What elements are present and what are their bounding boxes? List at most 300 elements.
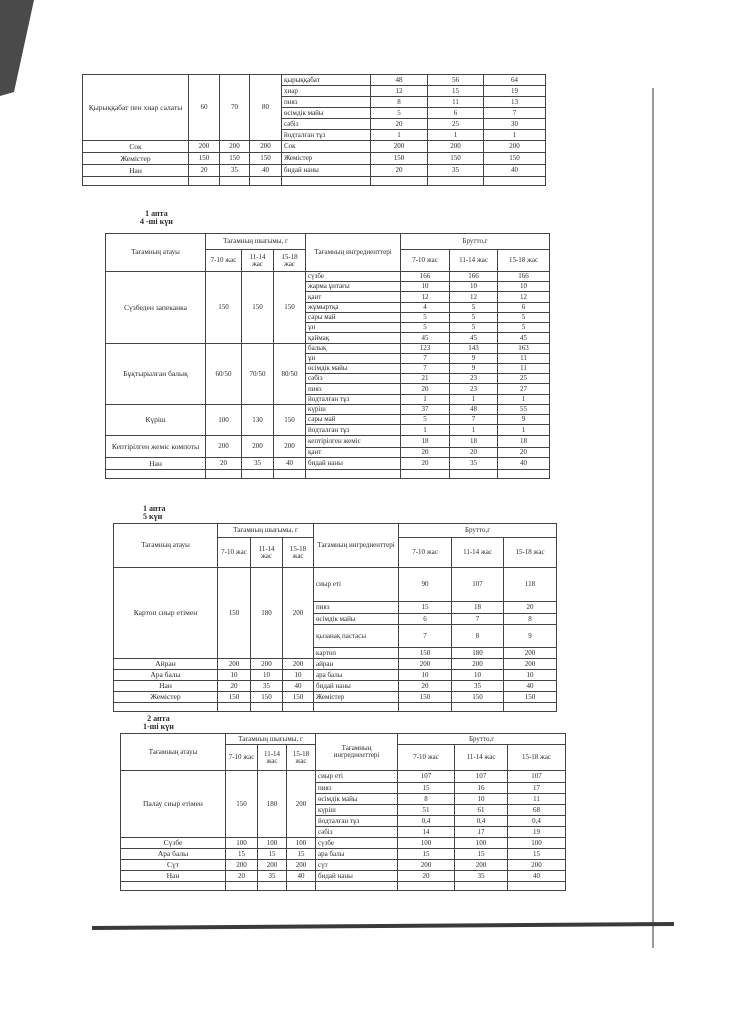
brutto-value: 20: [498, 448, 550, 458]
table-row: [83, 75, 546, 86]
dish-name: Нан: [114, 681, 218, 692]
portion-value: 15: [287, 849, 316, 860]
header-brutto: Брутто,г: [399, 524, 557, 538]
header-age: 7-10 жас: [401, 250, 450, 272]
table-row: [83, 165, 546, 177]
brutto-value: 40: [484, 165, 546, 177]
empty-cell: [504, 703, 557, 712]
portion-value: 80: [250, 75, 282, 141]
dish-name: Нан: [106, 458, 206, 470]
dish-name: Күріш: [106, 405, 206, 436]
ingredient-name: сары май: [306, 415, 401, 425]
portion-value: 200: [287, 771, 316, 838]
empty-cell: [242, 470, 274, 479]
menu-table-block: [105, 233, 549, 479]
brutto-value: 20: [401, 448, 450, 458]
ingredient-name: жұмыртқа: [306, 303, 401, 313]
portion-value: 150: [218, 568, 251, 659]
brutto-value: 18: [401, 436, 450, 448]
ingredient-name: Жемістер: [282, 153, 371, 165]
section-heading: [140, 210, 173, 227]
dish-name: Жемістер: [83, 153, 189, 165]
ingredient-name: хиар: [282, 86, 371, 97]
week-label: 1 апта: [145, 209, 168, 218]
portion-value: 200: [189, 141, 220, 153]
portion-value: 150: [251, 692, 283, 703]
empty-cell: [274, 470, 306, 479]
brutto-value: 1: [498, 395, 550, 405]
table-row: [121, 871, 566, 882]
brutto-value: 14: [398, 827, 455, 838]
brutto-value: 6: [399, 614, 452, 625]
brutto-value: 17: [455, 827, 508, 838]
brutto-value: 64: [484, 75, 546, 86]
ingredient-name: ара балы: [316, 849, 398, 860]
ingredient-name: бидай наны: [306, 458, 401, 470]
header-age: 15-18 жас: [287, 745, 316, 771]
brutto-value: 150: [504, 692, 557, 703]
portion-value: 150: [218, 692, 251, 703]
ingredient-name: жарма ұнтағы: [306, 282, 401, 292]
empty-cell: [316, 882, 398, 891]
portion-value: 150: [220, 153, 250, 165]
brutto-value: 9: [450, 354, 498, 364]
brutto-value: 7: [401, 364, 450, 374]
brutto-value: 150: [428, 153, 484, 165]
portion-value: 60/50: [206, 344, 242, 405]
empty-cell: [484, 177, 546, 186]
ingredient-name: сәбіз: [306, 374, 401, 384]
portion-value: 20: [218, 681, 251, 692]
brutto-value: 10: [498, 282, 550, 292]
brutto-value: 20: [399, 681, 452, 692]
ingredient-name: картоп: [314, 648, 399, 659]
portion-value: 80/50: [274, 344, 306, 405]
brutto-value: 1: [401, 425, 450, 436]
header-age: 7-10 жас: [206, 250, 242, 272]
empty-cell: [226, 882, 258, 891]
brutto-value: 20: [371, 119, 428, 130]
brutto-value: 35: [455, 871, 508, 882]
brutto-value: 163: [498, 344, 550, 354]
table-row: [121, 849, 566, 860]
brutto-value: 166: [450, 272, 498, 282]
ingredient-name: сиыр еті: [316, 771, 398, 783]
header-age: 11-14 жас: [242, 250, 274, 272]
portion-value: 10: [218, 670, 251, 681]
ingredient-name: пияз: [282, 97, 371, 108]
empty-row: [106, 470, 550, 479]
brutto-value: 100: [508, 838, 566, 849]
brutto-value: 5: [450, 313, 498, 323]
brutto-value: 5: [498, 323, 550, 333]
ingredient-name: бидай наны: [316, 871, 398, 882]
ingredient-name: бидай наны: [314, 681, 399, 692]
ingredient-name: сәбіз: [316, 827, 398, 838]
dish-name: Сүзбеден запеканка: [106, 272, 206, 344]
portion-value: 200: [250, 141, 282, 153]
brutto-value: 7: [484, 108, 546, 119]
brutto-value: 150: [452, 692, 504, 703]
section-heading: [143, 715, 174, 732]
brutto-value: 8: [371, 97, 428, 108]
portion-value: 200: [283, 659, 314, 670]
portion-value: 150: [250, 153, 282, 165]
dish-name: Ара балы: [121, 849, 226, 860]
portion-value: 150: [206, 272, 242, 344]
ingredient-name: ұн: [306, 354, 401, 364]
brutto-value: 11: [498, 364, 550, 374]
dish-name: Бұқтырылған балық: [106, 344, 206, 405]
table-row: [83, 141, 546, 153]
brutto-value: 10: [504, 670, 557, 681]
header-row: [114, 524, 557, 538]
brutto-value: 107: [398, 771, 455, 783]
portion-value: 200: [218, 659, 251, 670]
brutto-value: 11: [508, 794, 566, 805]
dish-name: Сүт: [121, 860, 226, 871]
brutto-value: 6: [428, 108, 484, 119]
brutto-value: 35: [450, 458, 498, 470]
brutto-value: 10: [401, 282, 450, 292]
section-heading: [143, 505, 166, 522]
empty-cell: [218, 703, 251, 712]
ingredient-name: пияз: [314, 602, 399, 614]
table-row: [121, 838, 566, 849]
empty-cell: [121, 882, 226, 891]
dish-name: Сүзбе: [121, 838, 226, 849]
week-label: 1 апта: [143, 504, 166, 513]
portion-value: 200: [226, 860, 258, 871]
portion-value: 10: [251, 670, 283, 681]
dish-name: Картоп сиыр етімен: [114, 568, 218, 659]
table-row: [114, 692, 557, 703]
portion-value: 150: [274, 405, 306, 436]
header-portion: Тағамның шығымы, г: [206, 234, 306, 250]
brutto-value: 9: [504, 625, 557, 648]
brutto-value: 166: [498, 272, 550, 282]
brutto-value: 1: [484, 130, 546, 141]
portion-value: 100: [206, 405, 242, 436]
brutto-value: 15: [398, 849, 455, 860]
ingredient-name: өсімдік майы: [282, 108, 371, 119]
dish-name: Палау сиыр етімен: [121, 771, 226, 838]
header-age: 15-18 жас: [498, 250, 550, 272]
portion-value: 200: [220, 141, 250, 153]
portion-value: 150: [274, 272, 306, 344]
portion-value: 100: [287, 838, 316, 849]
portion-value: 180: [258, 771, 287, 838]
portion-value: 10: [283, 670, 314, 681]
brutto-value: 5: [450, 323, 498, 333]
brutto-value: 200: [455, 860, 508, 871]
empty-cell: [398, 882, 455, 891]
portion-value: 150: [226, 771, 258, 838]
menu-table: [105, 233, 550, 479]
empty-cell: [450, 470, 498, 479]
dish-name: Нан: [83, 165, 189, 177]
table-row: [106, 344, 550, 354]
portion-value: 35: [251, 681, 283, 692]
brutto-value: 100: [455, 838, 508, 849]
brutto-value: 56: [428, 75, 484, 86]
brutto-value: 10: [399, 670, 452, 681]
portion-value: 200: [258, 860, 287, 871]
brutto-value: 20: [401, 384, 450, 395]
table-row: [106, 272, 550, 282]
brutto-value: 0,4: [455, 816, 508, 827]
brutto-value: 10: [450, 282, 498, 292]
empty-cell: [287, 882, 316, 891]
brutto-value: 37: [401, 405, 450, 415]
header-age: 11-14 жас: [258, 745, 287, 771]
brutto-value: 1: [371, 130, 428, 141]
brutto-value: 200: [398, 860, 455, 871]
brutto-value: 1: [401, 395, 450, 405]
brutto-value: 5: [371, 108, 428, 119]
header-portion: Тағамның шығымы, г: [226, 734, 316, 745]
ingredient-name: балық: [306, 344, 401, 354]
table-row: [114, 670, 557, 681]
brutto-value: 123: [401, 344, 450, 354]
portion-value: 200: [206, 436, 242, 458]
portion-value: 40: [250, 165, 282, 177]
brutto-value: 48: [371, 75, 428, 86]
brutto-value: 15: [428, 86, 484, 97]
header-age: 11-14 жас: [455, 745, 508, 771]
empty-cell: [106, 470, 206, 479]
portion-value: 200: [242, 436, 274, 458]
brutto-value: 15: [398, 783, 455, 794]
brutto-value: 15: [508, 849, 566, 860]
brutto-value: 150: [371, 153, 428, 165]
brutto-value: 118: [504, 568, 557, 602]
empty-cell: [206, 470, 242, 479]
brutto-value: 200: [504, 659, 557, 670]
empty-cell: [258, 882, 287, 891]
empty-cell: [371, 177, 428, 186]
header-brutto: Брутто,г: [398, 734, 566, 745]
ingredient-name: пияз: [316, 783, 398, 794]
brutto-value: 200: [508, 860, 566, 871]
ingredient-name: Сок: [282, 141, 371, 153]
brutto-value: 8: [398, 794, 455, 805]
ingredient-name: өсімдік майы: [316, 794, 398, 805]
brutto-value: 12: [401, 292, 450, 303]
brutto-value: 166: [401, 272, 450, 282]
header-ingredients: Тағамның ингредиенттері: [306, 234, 401, 272]
brutto-value: 150: [399, 648, 452, 659]
header-row: [106, 234, 550, 250]
table-row: [106, 458, 550, 470]
brutto-value: 10: [455, 794, 508, 805]
portion-value: 200: [283, 568, 314, 659]
empty-cell: [83, 177, 189, 186]
brutto-value: 35: [452, 681, 504, 692]
ingredient-name: сары май: [306, 313, 401, 323]
ingredient-name: сүзбе: [316, 838, 398, 849]
brutto-value: 0,4: [398, 816, 455, 827]
portion-value: 20: [189, 165, 220, 177]
brutto-value: 40: [508, 871, 566, 882]
dish-name: Жемістер: [114, 692, 218, 703]
header-age: 7-10 жас: [218, 538, 251, 568]
empty-row: [83, 177, 546, 186]
brutto-value: 100: [398, 838, 455, 849]
brutto-value: 19: [484, 86, 546, 97]
portion-value: 200: [274, 436, 306, 458]
menu-table-block: [113, 523, 556, 712]
brutto-value: 9: [450, 364, 498, 374]
empty-cell: [401, 470, 450, 479]
header-age: 15-18 жас: [274, 250, 306, 272]
brutto-value: 12: [371, 86, 428, 97]
ingredient-name: сүт: [316, 860, 398, 871]
ingredient-name: йодталған тұз: [316, 816, 398, 827]
brutto-value: 11: [498, 354, 550, 364]
brutto-value: 61: [455, 805, 508, 816]
brutto-value: 107: [455, 771, 508, 783]
ingredient-name: айран: [314, 659, 399, 670]
dish-name: Кептірілген жеміс компоты: [106, 436, 206, 458]
table-row: [121, 860, 566, 871]
header-ingredients: Тағамның ингредиенттері: [316, 734, 398, 771]
dish-name: Ара балы: [114, 670, 218, 681]
empty-cell: [220, 177, 250, 186]
ingredient-name: сиыр еті: [314, 568, 399, 602]
portion-value: 40: [274, 458, 306, 470]
brutto-value: 150: [484, 153, 546, 165]
portion-value: 150: [242, 272, 274, 344]
portion-value: 130: [242, 405, 274, 436]
brutto-value: 7: [399, 625, 452, 648]
brutto-value: 9: [498, 415, 550, 425]
menu-table-block: [82, 74, 545, 186]
portion-value: 35: [258, 871, 287, 882]
table-row: [114, 659, 557, 670]
table-row: [83, 153, 546, 165]
brutto-value: 8: [504, 614, 557, 625]
brutto-value: 27: [498, 384, 550, 395]
brutto-value: 143: [450, 344, 498, 354]
brutto-value: 51: [398, 805, 455, 816]
brutto-value: 7: [450, 415, 498, 425]
portion-value: 70: [220, 75, 250, 141]
header-dish-name: Тағамның атауы: [114, 524, 218, 568]
brutto-value: 200: [452, 659, 504, 670]
header-dish-name: Тағамның атауы: [106, 234, 206, 272]
brutto-value: 20: [401, 458, 450, 470]
menu-table: [113, 523, 557, 712]
empty-cell: [428, 177, 484, 186]
brutto-value: 5: [401, 323, 450, 333]
ingredient-name: сүзбе: [306, 272, 401, 282]
brutto-value: 0,4: [508, 816, 566, 827]
scan-corner-mark: [0, 0, 40, 100]
empty-row: [121, 882, 566, 891]
header-age: 7-10 жас: [399, 538, 452, 568]
dish-name: Қырыққабат пен хиар салаты: [83, 75, 189, 141]
ingredient-name: қант: [306, 448, 401, 458]
brutto-value: 20: [371, 165, 428, 177]
week-label: 2 апта: [147, 714, 170, 723]
brutto-value: 10: [452, 670, 504, 681]
brutto-value: 12: [498, 292, 550, 303]
brutto-value: 40: [504, 681, 557, 692]
header-age: 11-14 жас: [251, 538, 283, 568]
brutto-value: 200: [484, 141, 546, 153]
dish-name: Сок: [83, 141, 189, 153]
portion-value: 100: [226, 838, 258, 849]
brutto-value: 7: [401, 354, 450, 364]
empty-cell: [250, 177, 282, 186]
header-portion: Тағамның шығымы, г: [218, 524, 314, 538]
brutto-value: 7: [452, 614, 504, 625]
header-age: 15-18 жас: [508, 745, 566, 771]
portion-value: 40: [283, 681, 314, 692]
brutto-value: 200: [504, 648, 557, 659]
brutto-value: 15: [399, 602, 452, 614]
ingredient-name: қант: [306, 292, 401, 303]
empty-cell: [399, 703, 452, 712]
ingredient-name: Жемістер: [314, 692, 399, 703]
brutto-value: 18: [452, 602, 504, 614]
portion-value: 35: [242, 458, 274, 470]
ingredient-name: қырыққабат: [282, 75, 371, 86]
brutto-value: 20: [398, 871, 455, 882]
empty-cell: [282, 177, 371, 186]
brutto-value: 25: [428, 119, 484, 130]
header-age: 7-10 жас: [398, 745, 455, 771]
day-label: 1-ші күн: [143, 722, 174, 732]
brutto-value: 40: [498, 458, 550, 470]
ingredient-name: қаймақ: [306, 333, 401, 344]
portion-value: 200: [287, 860, 316, 871]
header-age: 11-14 жас: [452, 538, 504, 568]
brutto-value: 5: [401, 313, 450, 323]
portion-value: 20: [206, 458, 242, 470]
brutto-value: 4: [401, 303, 450, 313]
empty-cell: [314, 703, 399, 712]
brutto-value: 45: [450, 333, 498, 344]
empty-cell: [189, 177, 220, 186]
brutto-value: 13: [484, 97, 546, 108]
menu-table: [120, 733, 566, 891]
table-row: [114, 568, 557, 602]
portion-value: 150: [283, 692, 314, 703]
portion-value: 20: [226, 871, 258, 882]
ingredient-name: йодталған тұз: [306, 425, 401, 436]
portion-value: 70/50: [242, 344, 274, 405]
day-label: 4 -ші күн: [140, 217, 173, 227]
menu-table: [82, 74, 546, 186]
ingredient-name: қызанақ пастасы: [314, 625, 399, 648]
brutto-value: 107: [508, 771, 566, 783]
brutto-value: 90: [399, 568, 452, 602]
table-row: [106, 405, 550, 415]
empty-cell: [251, 703, 283, 712]
brutto-value: 200: [371, 141, 428, 153]
ingredient-name: бидай наны: [282, 165, 371, 177]
ingredient-name: ара балы: [314, 670, 399, 681]
ingredient-name: пияз: [306, 384, 401, 395]
brutto-value: 1: [450, 395, 498, 405]
header-brutto: Брутто,г: [401, 234, 550, 250]
brutto-value: 150: [399, 692, 452, 703]
table-row: [121, 771, 566, 783]
brutto-value: 68: [508, 805, 566, 816]
brutto-value: 48: [450, 405, 498, 415]
